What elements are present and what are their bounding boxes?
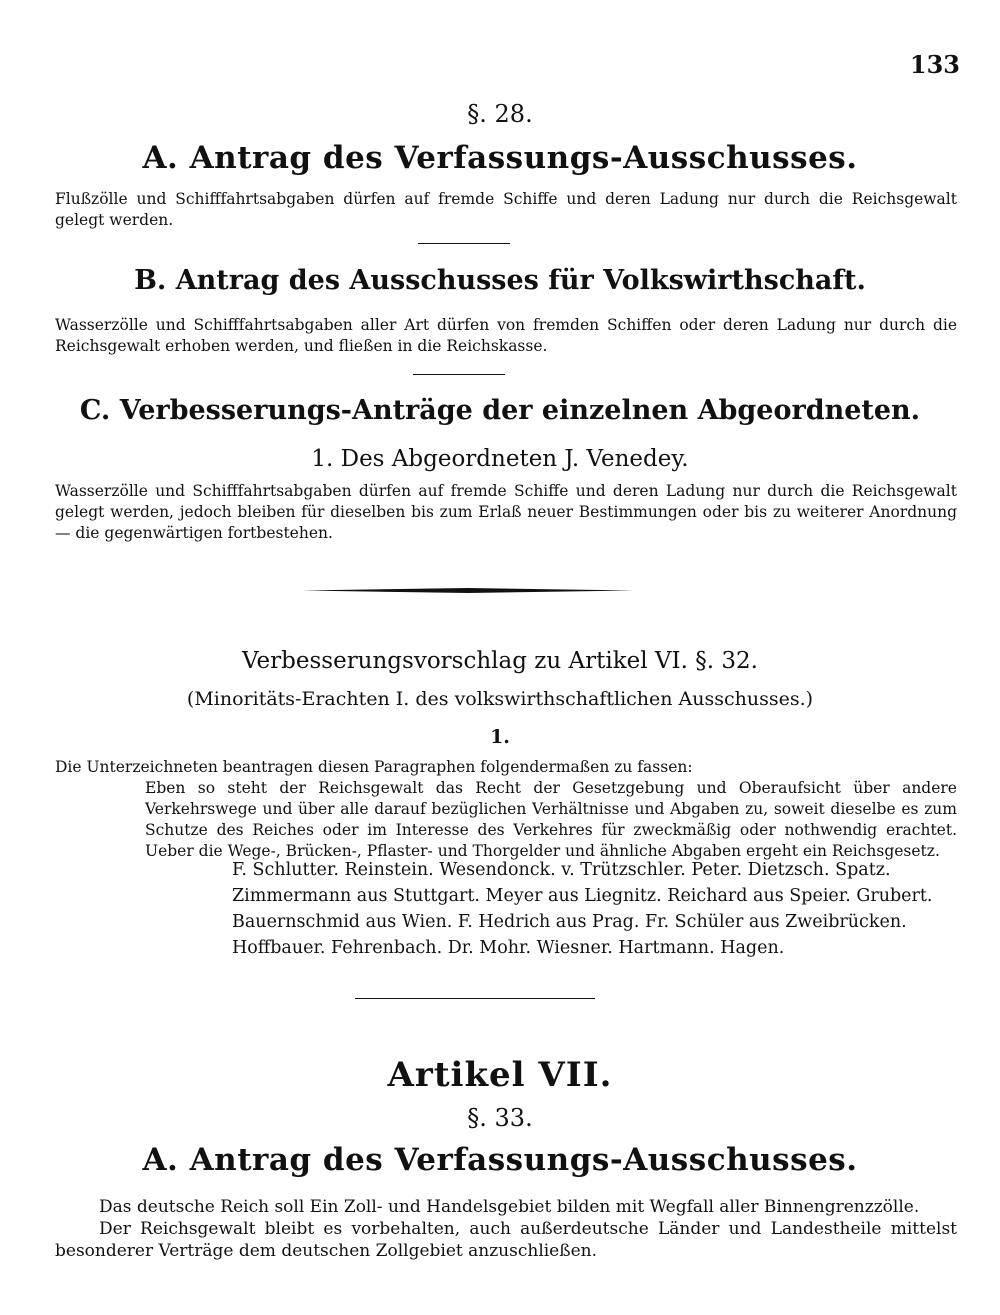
article-7-a-title: A. Antrag des Verfassungs-Ausschusses. — [142, 1142, 858, 1178]
article-7-text — [55, 1196, 957, 1262]
signature-line: Bauernschmid aus Wien. F. Hedrich aus Prag. Fr. Schüler aus Zweibrücken. — [232, 912, 907, 932]
article-7-section-heading: §. 33. — [467, 1104, 533, 1132]
proposal-intro — [55, 757, 957, 778]
page-number: 133 — [909, 50, 960, 79]
section-28-c-title: C. Verbesserungs-Anträge der einzelnen Abgeordneten. — [79, 395, 921, 426]
divider — [418, 243, 510, 244]
section-28-a-title: A. Antrag des Verfassungs-Ausschusses. — [142, 140, 858, 176]
section-28-b-paragraph: Wasserzölle und Schifffahrtsabgaben aller Art dürfen von fremden Schiffen oder deren Ladung nur durch die Reichsgewalt erhoben werden, und fließen in die Reichskasse. — [55, 316, 957, 355]
section-28-b-text — [55, 315, 957, 357]
proposal-quote-text: Eben so steht der Reichsgewalt das Recht der Gesetzgebung und Oberaufsicht über andere Verkehrswege und über alle darauf bezüglichen Verhältnisse und Abgaben zu, soweit dieselbe es zum Schutze des Reiches oder im Interesse des Verkehres für zweckmäßig oder nothwendig erachtet. Ueber die Wege-, Brücken-, Pflaster- und Thorgelder und ähnliche Abgaben ergeht ein Reichsgesetz. — [145, 779, 957, 860]
signature-line: Hoffbauer. Fehrenbach. Dr. Mohr. Wiesner. Hartmann. Hagen. — [232, 938, 785, 958]
article-7-title: Artikel VII. — [387, 1055, 613, 1095]
article-7-paragraph-1: Das deutsche Reich soll Ein Zoll- und Handelsgebiet bilden mit Wegfall aller Binnengrenzzölle. — [99, 1197, 920, 1217]
divider — [355, 998, 595, 999]
proposal-subtitle: (Minoritäts-Erachten I. des volkswirthschaftlichen Ausschusses.) — [186, 688, 814, 710]
section-28-c1-text — [55, 481, 957, 544]
section-28-a-text — [55, 189, 957, 231]
ornamental-divider — [302, 588, 634, 593]
section-28-b-title: B. Antrag des Ausschusses für Volkswirthschaft. — [134, 265, 866, 296]
section-28-c1-title: 1. Des Abgeordneten J. Venedey. — [311, 446, 689, 472]
proposal-title: Verbesserungsvorschlag zu Artikel VI. §. 32. — [242, 648, 758, 674]
signature-list — [232, 857, 957, 961]
section-28-a-paragraph: Flußzölle und Schifffahrtsabgaben dürfen auf fremde Schiffe und deren Ladung nur durch die Reichsgewalt gelegt werden. — [55, 190, 957, 229]
article-7-paragraph-2: Der Reichsgewalt bleibt es vorbehalten, auch außerdeutsche Länder und Landestheile mittelst besonderer Verträge dem deutschen Zollgebiet anzuschließen. — [55, 1219, 957, 1261]
signature-line: Zimmermann aus Stuttgart. Meyer aus Liegnitz. Reichard aus Speier. Grubert. — [232, 886, 933, 906]
divider — [413, 374, 505, 375]
signature-line: F. Schlutter. Reinstein. Wesendonck. v. Trützschler. Peter. Dietzsch. Spatz. — [232, 860, 891, 880]
section-28-heading: §. 28. — [467, 100, 533, 128]
proposal-intro-text: Die Unterzeichneten beantragen diesen Paragraphen folgendermaßen zu fassen: — [55, 758, 693, 776]
proposal-quote — [145, 778, 957, 862]
section-28-c1-paragraph: Wasserzölle und Schifffahrtsabgaben dürfen auf fremde Schiffe und deren Ladung nur durch die Reichsgewalt gelegt werden, jedoch bleiben für dieselben bis zum Erlaß neuer Bestimmungen oder bis zu weiterer Anordnung — die gegenwärtigen fortbestehen. — [55, 482, 957, 542]
proposal-number: 1. — [490, 726, 510, 748]
